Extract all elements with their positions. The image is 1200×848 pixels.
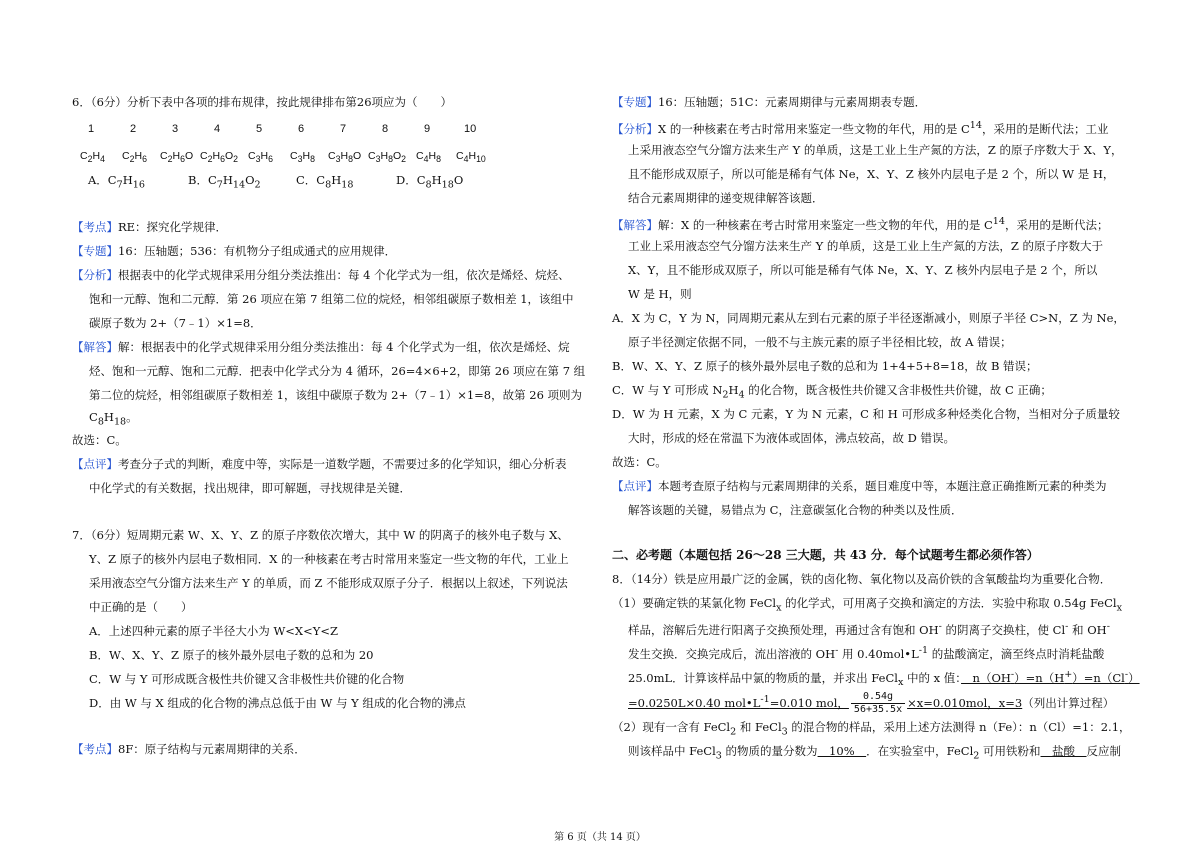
answer-blank: 盐酸 (1040, 744, 1087, 758)
q7-dianping-line: 解答该题的关键，易错点为 C，注意碳氢化合物的种类以及性质． (628, 503, 963, 517)
q6-number: 6 (298, 123, 305, 135)
q6-stem: 6．（6分）分析下表中各项的排布规律，按此规律排布第26项应为（ ） (72, 95, 453, 109)
q7-stem-line: 中正确的是（ ） (89, 600, 193, 614)
q7-fenxi-line: 结合元素周期律的递变规律解答该题． (628, 191, 824, 205)
kaodian-tag: 【考点】 (72, 220, 118, 234)
q7-analysis-d: 大时，形成的烃在常温下为液体或固体，沸点较高，故 D 错误。 (628, 431, 956, 445)
q7-zhuanti: 【专题】16：压轴题；51C：元素周期律与元素周期表专题． (612, 95, 927, 109)
q6-number: 4 (214, 123, 221, 135)
q6-number: 5 (256, 123, 263, 135)
q7-option-d: D．由 W 与 X 组成的化合物的沸点总低于由 W 与 Y 组成的化合物的沸点 (89, 696, 466, 710)
q7-kaodian: 【考点】8F：原子结构与元素周期律的关系． (72, 742, 306, 756)
fenxi-tag: 【分析】 (612, 121, 658, 136)
q6-formula: $C_4H_8$ (416, 150, 441, 165)
fraction: $\frac{0.54g}{56+35.5x}$ (851, 691, 905, 716)
page-footer: 第 6 页（共 14 页） (554, 832, 646, 843)
q7-jieda-line: X、Y，且不能形成双原子，所以可能是稀有气体 Ne，X、Y、Z 核外内层电子是 2 个，所以 (628, 263, 1098, 277)
q7-analysis-a: A．X 为 C，Y 为 N，同周期元素从左到右元素的原子半径逐渐减小，则原子半径 C>N，Z 为 Ne， (612, 311, 1125, 325)
q7-analysis-a: 原子半径测定依据不同，一般不与主族元素的原子半径相比较，故 A 错误； (628, 335, 1012, 349)
q6-number: 7 (340, 123, 347, 135)
q6-jieda-line: 第二位的烷烃，相邻组碳原子数相差 1，该组中碳原子数为 2+（7﹣1）×1=8，故第 26 项则为 (89, 388, 583, 402)
dianping-tag: 【点评】 (612, 479, 658, 493)
q7-fenxi-line: 【分析】X 的一种核素在考古时常用来鉴定一些文物的年代，用的是 $C^{14}$，采用的是断代法；工业 (612, 120, 1109, 136)
fenxi-tag: 【分析】 (72, 268, 118, 282)
q6-formula: $C_4H_{10}$ (456, 150, 486, 165)
q6-option-d: D．$C_8H_{18}O$ (396, 173, 464, 191)
q6-number: 1 (88, 123, 95, 135)
zhuanti-tag: 【专题】 (72, 244, 118, 258)
q6-formula: $C_2H_6O$ (160, 150, 194, 165)
q6-kaodian: 【考点】RE：探究化学规律． (72, 220, 228, 234)
q8-part1-line: =0.0250L×0.40 $mol•L^{-1}=0.010$ mol， $\frac{0.54g}{56+35.5x}$ ×x=0.010mol，x=3（列出计算过程） (628, 691, 1115, 716)
q6-formula: $C_2H_4$ (80, 150, 105, 165)
q7-stem-line: Y、Z 原子的核外内层电子数相同．X 的一种核素在考古时常用来鉴定一些文物的年代，工业上 (89, 552, 569, 566)
q6-formula: $C_2H_6$ (122, 150, 147, 165)
q6-number: 3 (172, 123, 179, 135)
q7-option-b: B．W、X、Y、Z 原子的核外最外层电子数的总和为 20 (89, 648, 374, 662)
q6-fenxi-line: 【分析】根据表中的化学式规律采用分组分类法推出：每 4 个化学式为一组，依次是烯烃、烷烃、 (72, 268, 570, 282)
q8-part1-line: 25.0mL．计算该样品中氯的物质的量，并求出 FeCl$_x$ 中的 x 值： n（OH-）=n（H+）=n（Cl-） (628, 669, 1140, 689)
q7-analysis-b: B．W、X、Y、Z 原子的核外最外层电子数的总和为 1+4+5+8=18，故 B 错误； (612, 359, 1038, 373)
q6-choose: 故选：C。 (72, 433, 127, 447)
q7-choose: 故选：C。 (612, 455, 667, 469)
q6-formula: $C_2H_6O_2$ (200, 150, 238, 165)
q6-option-a: A．$C_7H_{16}$ (88, 173, 145, 191)
q7-dianping-line: 【点评】本题考查原子结构与元素周期律的关系，题目难度中等，本题注意正确推断元素的种类为 (612, 479, 1107, 493)
q6-dianping-line: 【点评】考查分子式的判断，难度中等，实际是一道数学题，不需要过多的化学知识，细心分析表 (72, 457, 567, 471)
q7-fenxi-line: 且不能形成双原子，所以可能是稀有气体 Ne，X、Y、Z 核外内层电子是 2 个，所以 W 是 H， (628, 167, 1115, 181)
q6-formula: $C_3H_6$ (248, 150, 273, 165)
q6-fenxi-line: 碳原子数为 2+（7﹣1）×1=8． (89, 316, 262, 330)
q6-option-b: B．$C_7H_{14}O_2$ (188, 173, 261, 191)
jieda-tag: 【解答】 (612, 217, 658, 232)
q6-number: 9 (424, 123, 431, 135)
q8-part1-line: 样品，溶解后先进行阳离子交换预处理，再通过含有饱和 OH- 的阴离子交换柱，使 Cl- 和 OH- (628, 621, 1110, 637)
section-heading: 二、必考题（本题包括 26～28 三大题，共 43 分．每个试题考生都必须作答） (612, 548, 1039, 562)
q8-part2-line: （2）现有一含有 FeCl$_2$ 和 FeCl$_3$ 的混合物的样品，采用上述方法测得 n（Fe）：n（Cl）=1：2.1， (612, 720, 1131, 738)
q6-formula: $C_3H_8O_2$ (368, 150, 406, 165)
q8-part1-line: （1）要确定铁的某氯化物 FeCl$_x$ 的化学式，可用离子交换和滴定的方法．实验中称取 0.54g FeCl$_x$ (612, 596, 1122, 614)
q7-analysis-c: C．W 与 Y 可形成 $N_2H_4$ 的化合物，既含极性共价键又含非极性共价键，故 C 正确； (612, 383, 1052, 401)
q7-stem-line: 采用液态空气分馏方法来生产 Y 的单质，而 Z 不能形成双原子分子．根据以上叙述，下列说法 (89, 576, 568, 590)
q6-jieda-line: 烃、饱和一元醇、饱和二元醇．把表中化学式分为 4 循环，26=4×6+2，即第 26 项应在第 7 组 (89, 364, 586, 378)
q7-jieda-line: W 是 H，则 (628, 287, 692, 301)
q6-number: 8 (382, 123, 389, 135)
q6-number: 10 (464, 123, 477, 135)
q8-part2-line: 则该样品中 FeCl$_3$ 的物质的量分数为 10% ．在实验室中，FeCl$_2$ 可用铁粉和 盐酸 反应制 (628, 744, 1122, 762)
answer-blank: n（OH-）=n（H+）=n（Cl-） (961, 669, 1140, 685)
q7-analysis-d: D．W 为 H 元素，X 为 C 元素，Y 为 N 元素，C 和 H 可形成多种烃类化合物，当相对分子质量较 (612, 407, 1120, 421)
q6-number: 2 (130, 123, 137, 135)
q7-jieda-line: 【解答】解：X 的一种核素在考古时常用来鉴定一些文物的年代，用的是 $C^{14}$，采用的是断代法； (612, 216, 1109, 232)
q6-jieda-end: $C_8H_{18}$。 (89, 410, 138, 428)
q6-jieda-line: 【解答】解：根据表中的化学式规律采用分组分类法推出：每 4 个化学式为一组，依次是烯烃、烷 (72, 340, 570, 354)
q6-formula: $C_3H_8$ (290, 150, 315, 165)
jieda-tag: 【解答】 (72, 340, 118, 354)
q7-fenxi-line: 上采用液态空气分馏方法来生产 Y 的单质，这是工业上生产氮的方法，Z 的原子序数大于 X、Y， (628, 143, 1123, 157)
q6-formula: $C_3H_8O$ (328, 150, 362, 165)
q7-option-c: C．W 与 Y 可形成既含极性共价键又含非极性共价键的化合物 (89, 672, 405, 686)
answer-blank: =0.0250L×0.40 $mol•L^{-1}=0.010$ mol， $\frac{0.54g}{56+35.5x}$ ×x=0.010mol，x=3 (628, 691, 1023, 716)
q6-zhuanti: 【专题】16：压轴题；536：有机物分子组成通式的应用规律． (72, 244, 397, 258)
q6-dianping-line: 中化学式的有关数据，找出规律，即可解题，寻找规律是关键． (89, 481, 411, 495)
kaodian-tag: 【考点】 (72, 742, 118, 756)
q8-part1-line: 发生交换．交换完成后，流出溶液的 OH- 用 $0.40mol•L^{-1}$ 的盐酸滴定，滴至终点时消耗盐酸 (628, 645, 1105, 661)
dianping-tag: 【点评】 (72, 457, 118, 471)
q7-stem-line: 7．（6分）短周期元素 W、X、Y、Z 的原子序数依次增大，其中 W 的阴离子的核外电子数与 X、 (72, 528, 569, 542)
q6-fenxi-line: 饱和一元醇、饱和二元醇．第 26 项应在第 7 组第二位的烷烃，相邻组碳原子数相差 1，该组中 (89, 292, 574, 306)
q6-option-c: C．$C_8H_{18}$ (296, 173, 354, 191)
zhuanti-tag: 【专题】 (612, 95, 658, 109)
q7-option-a: A．上述四种元素的原子半径大小为 W<X<Y<Z (89, 624, 338, 638)
q7-jieda-line: 工业上采用液态空气分馏方法来生产 Y 的单质，这是工业上生产氮的方法，Z 的原子序数大于 (628, 239, 1104, 253)
answer-blank: 10% (817, 744, 867, 758)
q8-stem: 8．（14分）铁是应用最广泛的金属，铁的卤化物、氧化物以及高价铁的含氧酸盐均为重要化合物． (612, 572, 1112, 586)
